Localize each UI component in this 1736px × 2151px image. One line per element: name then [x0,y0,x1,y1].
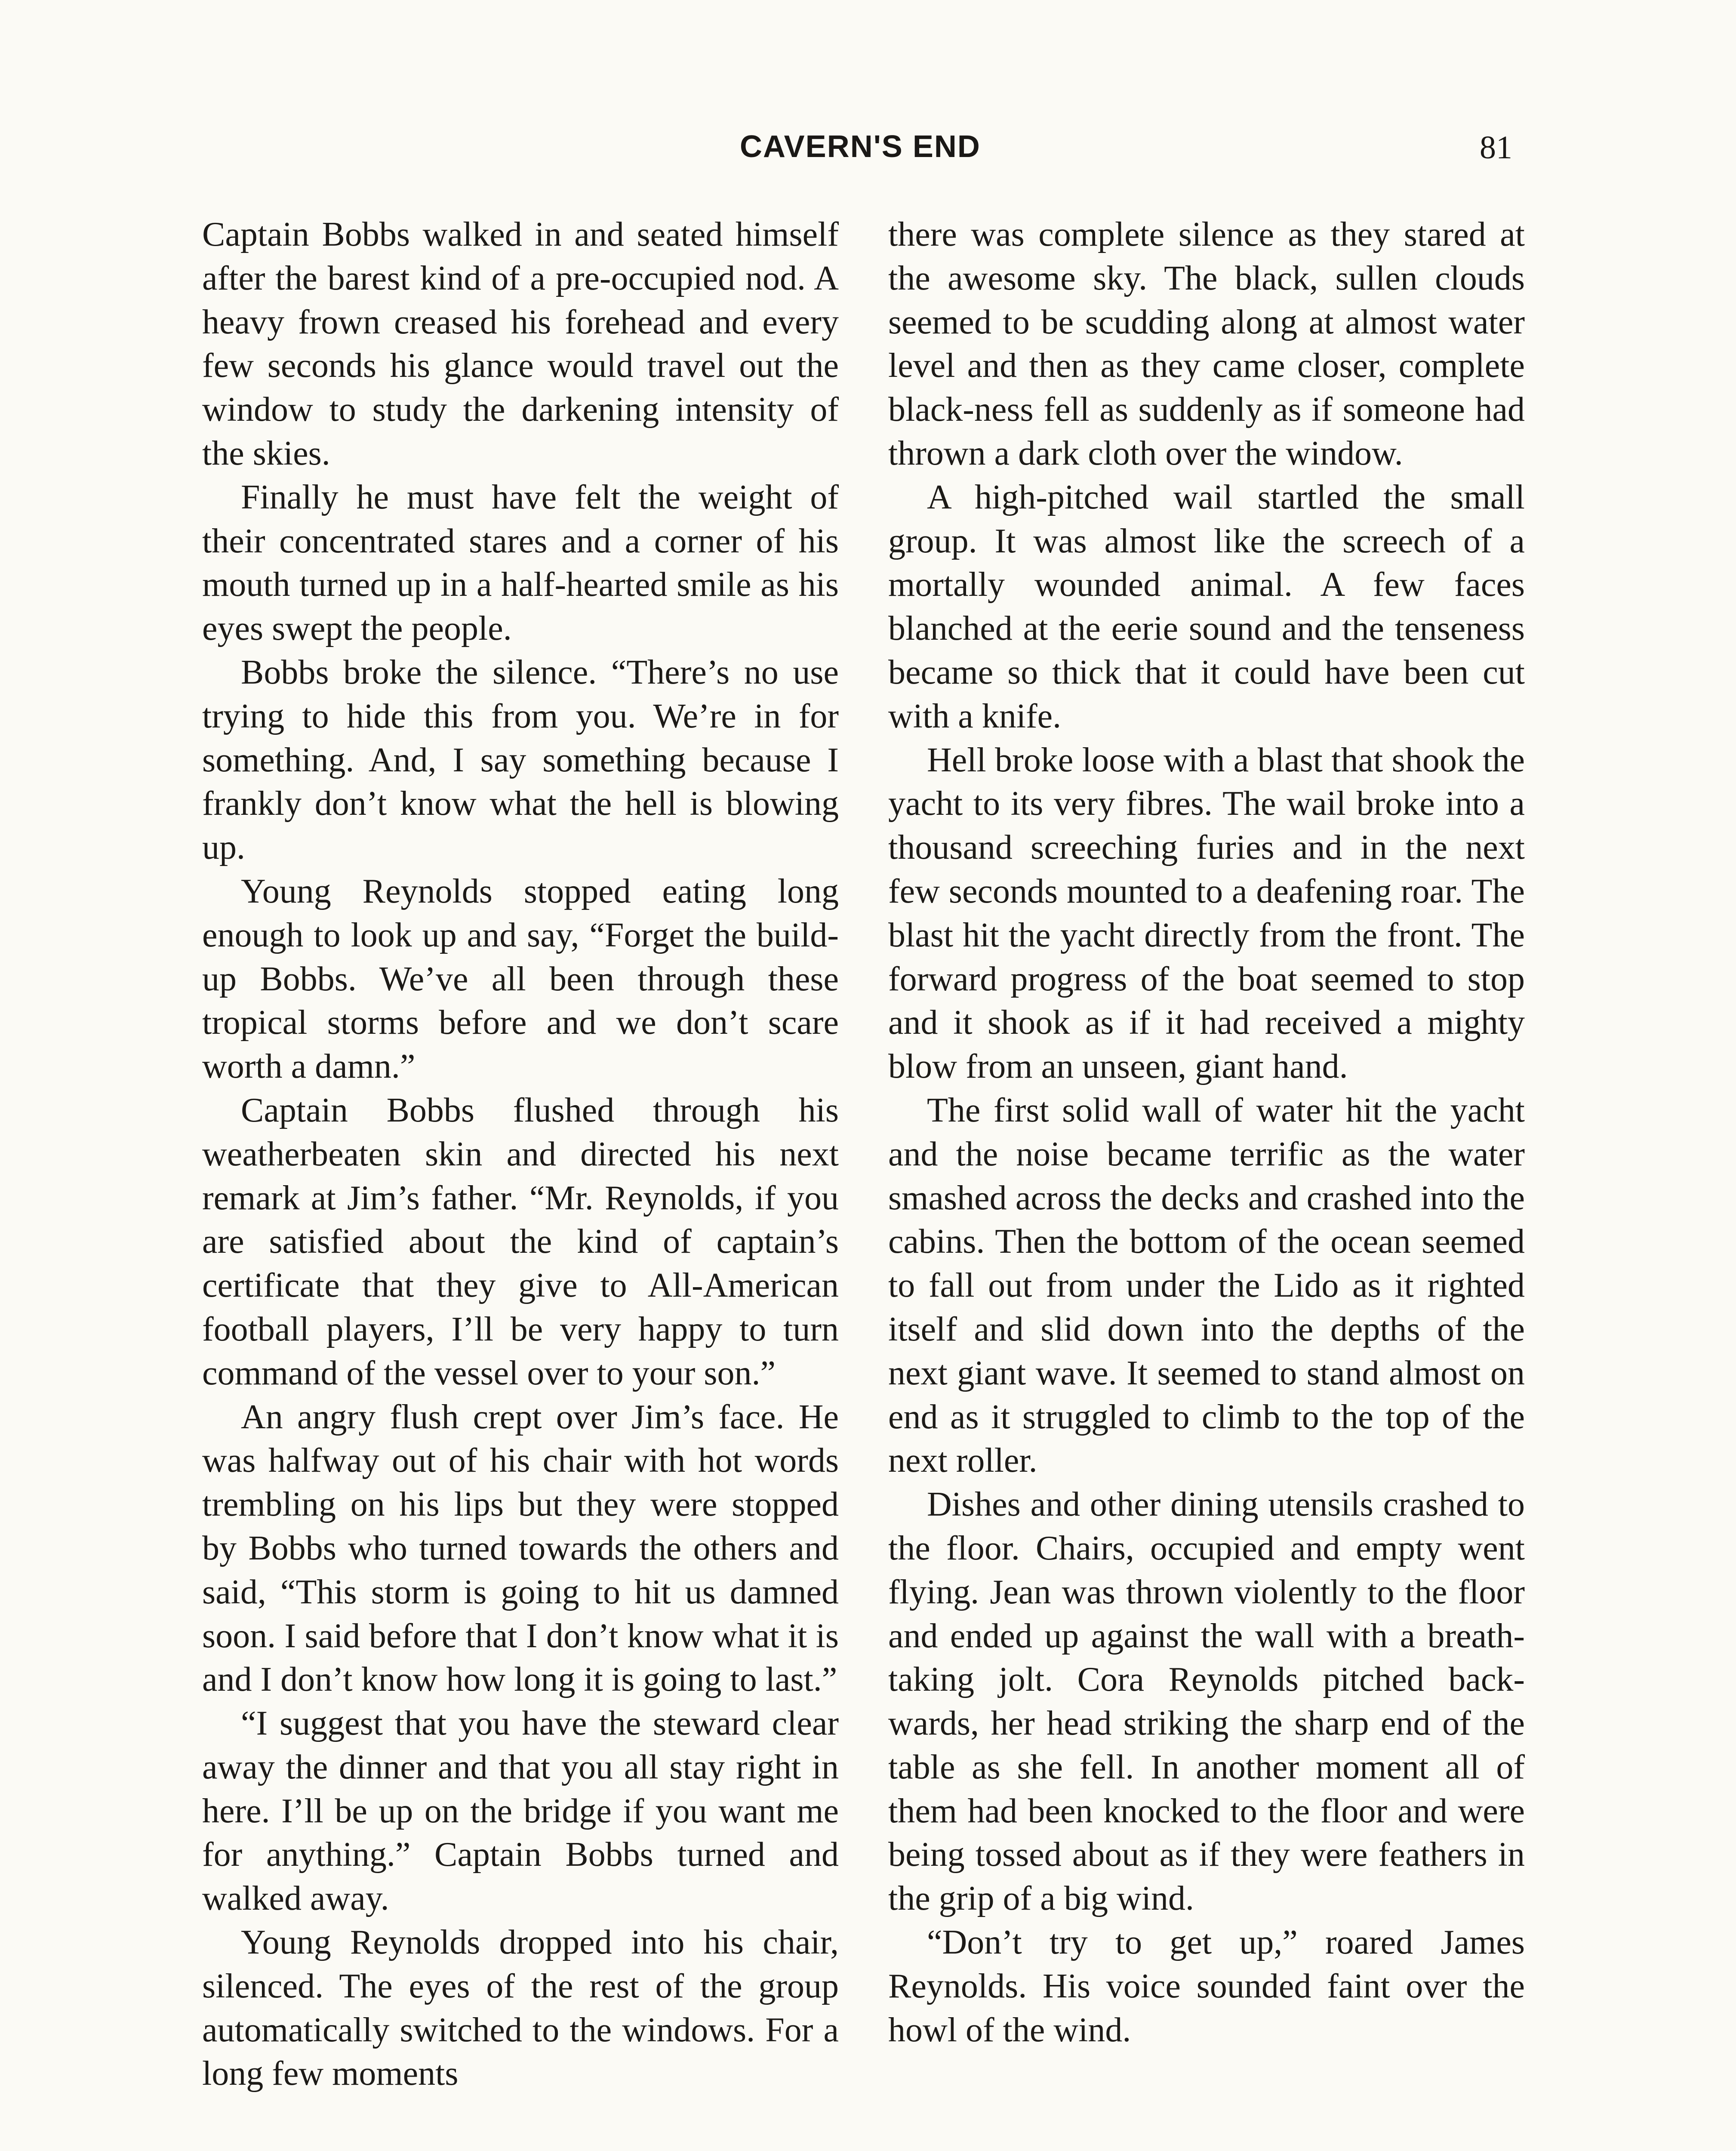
right-column [888,213,1525,2052]
left-column [202,213,839,2096]
paragraph: Young Reynolds dropped into his chair, silenced. The eyes of the rest of the group automatically switched to the windows. For a long few moments [202,1923,839,2093]
paragraph: Finally he must have felt the weight of their concentrated stares and a corner of his mouth turned up in a half-hearted smile as his eyes swept the people. [202,478,839,648]
paragraph: An angry flush crept over Jim’s face. He was halfway out of his chair with hot words trembling on his lips but they were stopped by Bobbs who turned towards the others and said, “This storm is going to hit us damned soon. I said before that I don’t know what it is and I don’t know how long it is going to last.” [202,1398,839,1699]
paragraph: “I suggest that you have the steward clear away the dinner and that you all stay right in here. I’ll be up on the bridge if you want me for anything.” Captain Bobbs turned and walked away. [202,1704,839,1918]
running-title: CAVERN'S END [740,129,981,164]
paragraph: A high-pitched wail startled the small group. It was almost like the screech of a mortally wounded animal. A few faces blanched at the eerie sound and the tenseness became so thick that it could have been cut with a knife. [888,478,1525,735]
paragraph: The first solid wall of water hit the yacht and the noise became terrific as the water smashed across the decks and crashed into the cabins. Then the bottom of the ocean seemed to fall out from under the Lido as it righted itself and slid down into the depths of the next giant wave. It seemed to stand almost on end as it struggled to climb to the top of the next roller. [888,1091,1525,1480]
page-number: 81 [1480,129,1512,166]
paragraph: Bobbs broke the silence. “There’s no use trying to hide this from you. We’re in for something. And, I say something because I frankly don’t know what the hell is blowing up. [202,653,839,867]
paragraph: there was complete silence as they stared at the awesome sky. The black, sullen clouds seemed to be scudding along at almost water level and then as they came closer, complete black-ness fell as suddenly as if someone had thrown a dark cloth over the window. [888,216,1525,472]
paragraph: Young Reynolds stopped eating long enough to look up and say, “Forget the build-up Bobbs. We’ve all been through these tropical storms before and we don’t scare worth a damn.” [202,872,839,1086]
paragraph: Captain Bobbs flushed through his weatherbeaten skin and directed his next remark at Jim’s father. “Mr. Reynolds, if you are satisfied about the kind of captain’s certificate that they give to All-American football players, I’ll be very happy to turn command of the vessel over to your son.” [202,1091,839,1392]
paragraph: Hell broke loose with a blast that shook the yacht to its very fibres. The wail broke into a thousand screeching furies and in the next few seconds mounted to a deafening roar. The blast hit the yacht directly from the front. The forward progress of the boat seemed to stop and it shook as if it had received a mighty blow from an unseen, giant hand. [888,741,1525,1086]
paragraph: Captain Bobbs walked in and seated himself after the barest kind of a pre-occupied nod. A heavy frown creased his forehead and every few seconds his glance would travel out the window to study the darkening intensity of the skies. [202,216,839,472]
paragraph: “Don’t try to get up,” roared James Reynolds. His voice sounded faint over the howl of the wind. [888,1923,1525,2049]
paragraph: Dishes and other dining utensils crashed to the floor. Chairs, occupied and empty went flying. Jean was thrown violently to the floor and ended up against the wall with a breath-taking jolt. Cora Reynolds pitched back-wards, her head striking the sharp end of the table as she fell. In another moment all of them had been knocked to the floor and were being tossed about as if they were feathers in the grip of a big wind. [888,1485,1525,1918]
